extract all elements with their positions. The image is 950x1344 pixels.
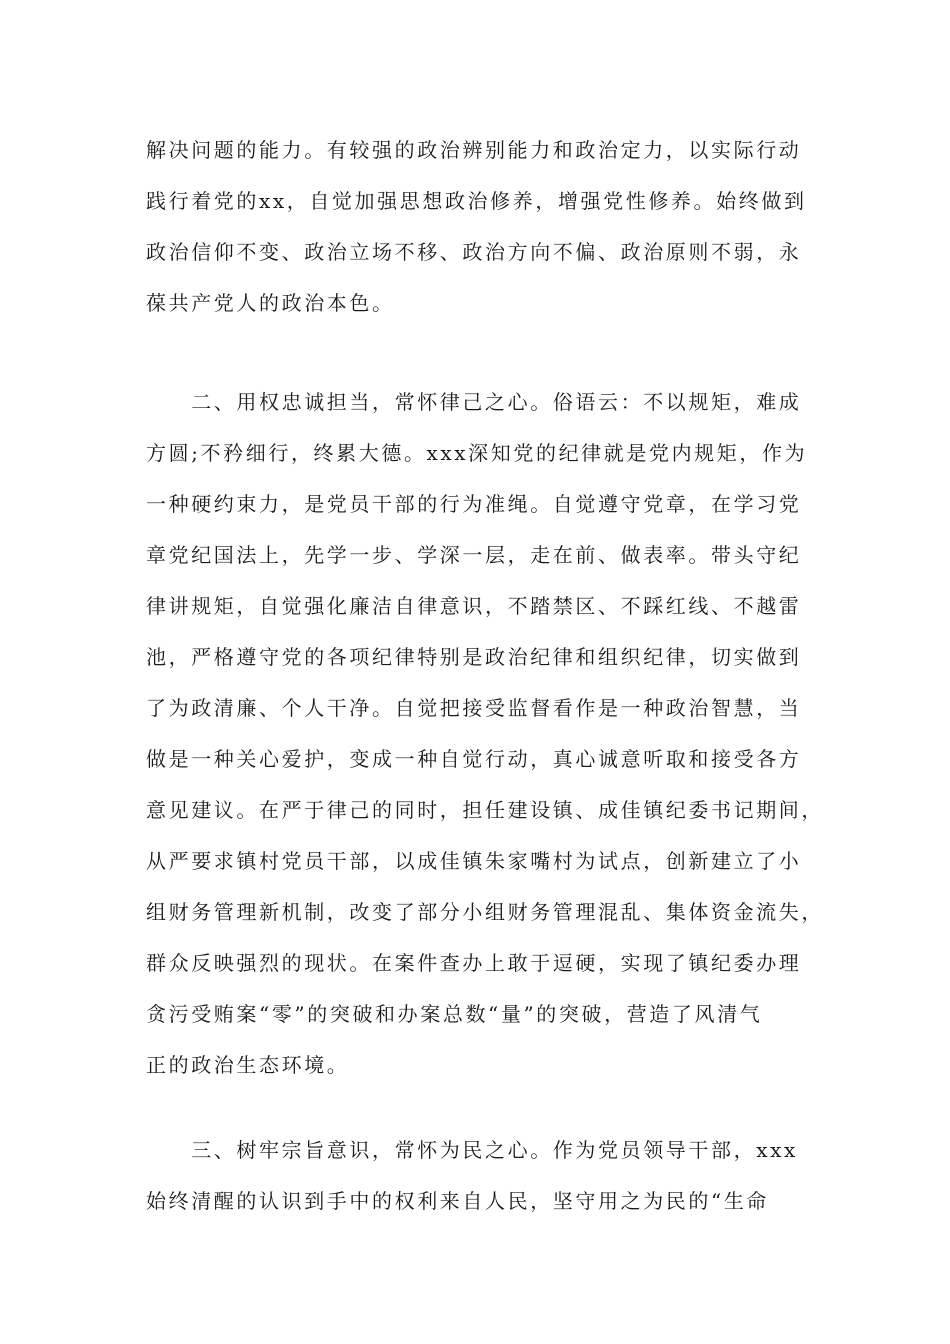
paragraph-political-ability [146, 125, 816, 329]
text-line: 正的政治生态环境。 [146, 1053, 350, 1077]
text-line: 组财务管理新机制，改变了部分小组财务管理混乱、集体资金流失， [146, 900, 824, 924]
text-line: 律讲规矩，自觉强化廉洁自律意识，不踏禁区、不踩红线、不越雷 [146, 594, 802, 618]
text-line: 池，严格遵守党的各项纪律特别是政治纪律和组织纪律，切实做到 [146, 645, 802, 669]
text-line: 从严要求镇村党员干部，以成佳镇朱家嘴村为试点，创新建立了小 [146, 849, 802, 873]
text-line: 践行着党的xx，自觉加强思想政治修养，增强党性修养。始终做到 [146, 189, 807, 213]
text-line: 意见建议。在严于律己的同时，担任建设镇、成佳镇纪委书记期间， [146, 798, 824, 822]
text-line: 葆共产党人的政治本色。 [146, 291, 395, 315]
text-line: 三、树牢宗旨意识，常怀为民之心。作为党员领导干部，xxx [146, 1138, 798, 1162]
paragraph-section-two-self-discipline [146, 377, 824, 1091]
text-line: 始终清醒的认识到手中的权利来自人民，坚守用之为民的“生命 [146, 1189, 770, 1213]
text-line: 章党纪国法上，先学一步、学深一层，走在前、做表率。带头守纪 [146, 543, 802, 567]
text-line: 解决问题的能力。有较强的政治辨别能力和政治定力，以实际行动 [146, 138, 802, 162]
text-line: 贪污受贿案“零”的突破和办案总数“量”的突破，营造了风清气 [146, 1002, 763, 1026]
text-line: 二、用权忠诚担当，常怀律己之心。俗语云：不以规矩，难成 [146, 390, 802, 414]
text-line: 了为政清廉、个人干净。自觉把接受监督看作是一种政治智慧，当 [146, 696, 802, 720]
text-line: 做是一种关心爱护，变成一种自觉行动，真心诚意听取和接受各方 [146, 747, 802, 771]
text-line: 一种硬约束力，是党员干部的行为准绳。自觉遵守党章，在学习党 [146, 492, 802, 516]
text-line: 政治信仰不变、政治立场不移、政治方向不偏、政治原则不弱，永 [146, 240, 802, 264]
paragraph-section-three-serve-people [146, 1125, 816, 1227]
text-line: 方圆;不矜细行，终累大德。xxx深知党的纪律就是党内规矩，作为 [146, 441, 808, 465]
text-line: 群众反映强烈的现状。在案件查办上敢于逗硬，实现了镇纪委办理 [146, 951, 802, 975]
